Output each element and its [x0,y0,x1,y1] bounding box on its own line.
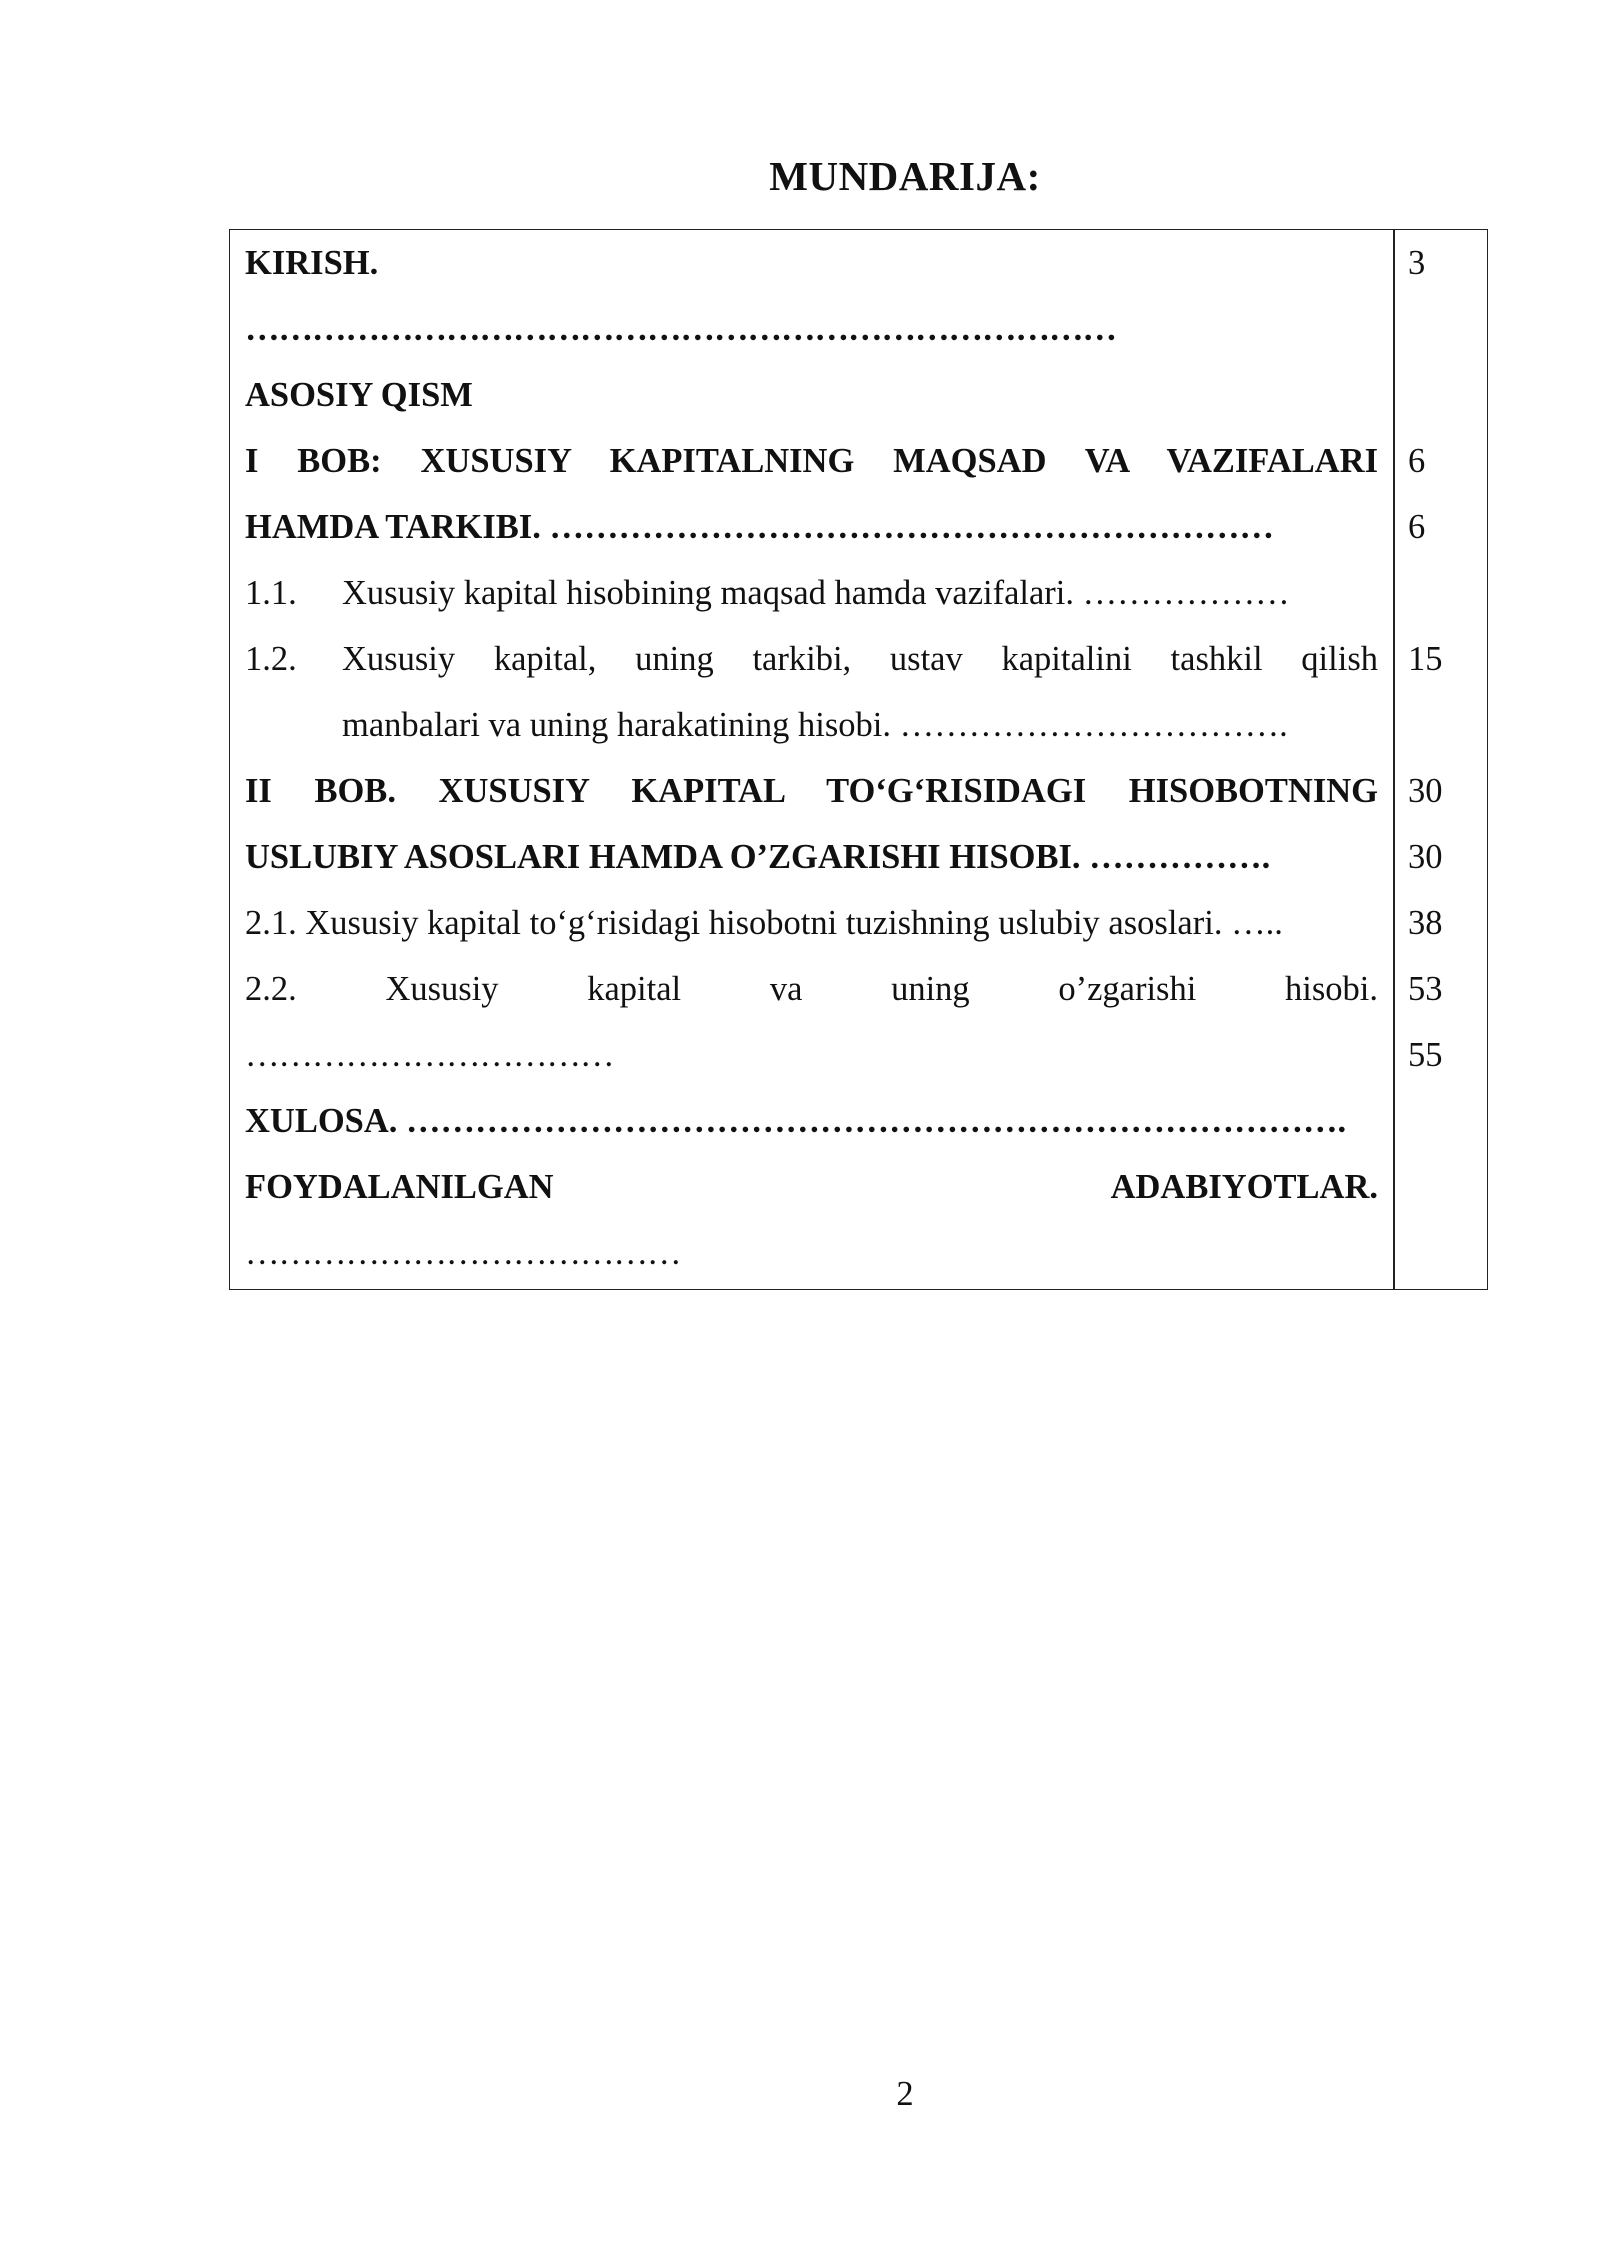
toc-entry-section-2-2[interactable]: 2.2. Xususiy kapital va uning o’zgarishi hisobi. [245,970,1378,1008]
page-number-xulosa: 55 [1408,1036,1443,1074]
toc-entry-bob2-line1[interactable]: II BOB. XUSUSIY KAPITAL TO‘G‘RISIDAGI HISOBOTNING [245,772,1378,810]
page-number-kirish: 3 [1408,244,1426,282]
toc-entry-bob1-line2[interactable]: HAMDA TARKIBI. ……………………………………………………… [245,508,1274,546]
toc-entry-section-1-2[interactable] [245,626,1378,692]
toc-entry-adabiyotlar-dots: ………………………………… [245,1234,681,1272]
toc-entry-kirish[interactable]: KIRISH. [245,244,379,282]
section-title-line1: Xususiy kapital, uning tarkibi, ustav kapitalini tashkil qilish [342,640,1378,678]
page-title: MUNDARIJA: [769,153,1041,199]
column-divider [1393,230,1395,1289]
page-number-section-1-2: 15 [1408,640,1443,678]
toc-entry-section-2-2-dots: …………………………… [245,1036,614,1074]
section-number: 1.2. [245,640,297,678]
page-number-section-2-1: 38 [1408,904,1443,942]
table-of-contents [229,229,1488,1290]
toc-entry-kirish-dots: …………………………………………………………………… [245,310,1116,348]
toc-entry-section-1-2-line2[interactable]: manbalari va uning harakatining hisobi. ……………………………. [342,706,1288,744]
page-number-bob2-asoslari: 30 [1408,838,1443,876]
section-title: Xususiy kapital hisobining maqsad hamda vazifalari. ……………… [342,574,1290,612]
toc-entry-asosiy-qism[interactable]: ASOSIY QISM [245,376,473,414]
page-number-footer: 2 [896,2075,914,2113]
toc-entry-bob2-line2[interactable]: USLUBIY ASOSLARI HAMDA O’ZGARISHI HISOBI. ……………. [245,838,1271,876]
toc-entry-section-2-1[interactable]: 2.1. Xususiy kapital to‘g‘risidagi hisobotni tuzishning uslubiy asoslari. ….. [245,904,1283,942]
page-number-bob1-tarkibi: 6 [1408,508,1426,546]
toc-entry-xulosa[interactable]: XULOSA. ………………………………………………………………………. [245,1102,1347,1140]
toc-entry-bob1-line1[interactable]: I BOB: XUSUSIY KAPITALNING MAQSAD VA VAZIFALARI [245,442,1378,480]
page-number-bob1: 6 [1408,442,1426,480]
page-number-bob2: 30 [1408,772,1443,810]
toc-entry-section-1-1[interactable] [245,560,1378,626]
section-number: 1.1. [245,574,297,612]
toc-entry-adabiyotlar[interactable]: FOYDALANILGAN ADABIYOTLAR. [245,1168,1378,1206]
page-number-section-2-2: 53 [1408,970,1443,1008]
